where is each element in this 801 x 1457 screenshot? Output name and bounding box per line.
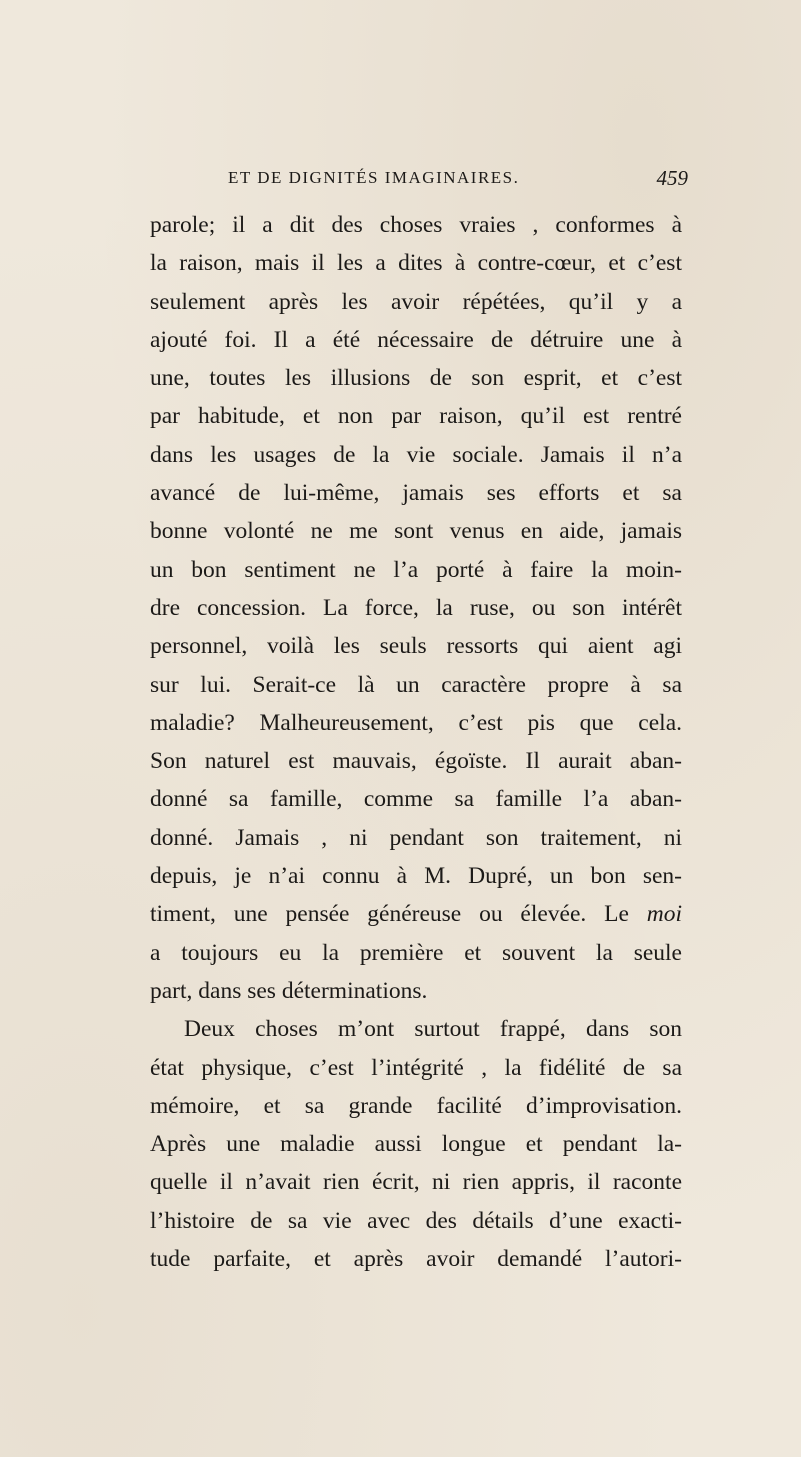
text-line: maladie? Malheureusement, c’est pis que cela. bbox=[150, 709, 682, 736]
text-line: a toujours eu la première et souvent la seule bbox=[150, 939, 682, 966]
running-title: ET DE DIGNITÉS IMAGINAIRES. bbox=[228, 168, 520, 187]
text-line: donné sa famille, comme sa famille l’a aban- bbox=[150, 786, 682, 813]
text-line: quelle il n’avait rien écrit, ni rien appris, il raconte bbox=[150, 1169, 682, 1196]
running-head bbox=[228, 168, 688, 196]
text-line-with-italic bbox=[150, 895, 682, 933]
text-line: l’histoire de sa vie avec des détails d’une exacti- bbox=[150, 1207, 682, 1234]
text-line: dre concession. La force, la ruse, ou son intérêt bbox=[150, 594, 682, 621]
text-line: seulement après les avoir répétées, qu’il y a bbox=[150, 288, 682, 315]
text-line: sur lui. Serait-ce là un caractère propre à sa bbox=[150, 671, 682, 698]
text-line: Après une maladie aussi longue et pendant la- bbox=[150, 1131, 682, 1158]
text-line: bonne volonté ne me sont venus en aide, jamais bbox=[150, 518, 682, 545]
text-line: mémoire, et sa grande facilité d’improvisation. bbox=[150, 1092, 682, 1119]
text-line: un bon sentiment ne l’a porté à faire la moin- bbox=[150, 556, 682, 583]
page-number: 459 bbox=[656, 166, 688, 190]
body-text bbox=[150, 206, 682, 1278]
text-line: dans les usages de la vie sociale. Jamais il n’a bbox=[150, 441, 682, 468]
text-line: par habitude, et non par raison, qu’il est rentré bbox=[150, 403, 682, 430]
text-line: depuis, je n’ai connu à M. Dupré, un bon sen- bbox=[150, 863, 682, 890]
text-line: une, toutes les illusions de son esprit, et c’est bbox=[150, 365, 682, 392]
text-line: parole; il a dit des choses vraies , conformes à bbox=[150, 212, 682, 238]
text-line: tude parfaite, et après avoir demandé l’autori- bbox=[150, 1246, 682, 1273]
text-line-part: timent, une pensée généreuse ou élevée. Le bbox=[150, 901, 629, 928]
text-line: Deux choses m’ont surtout frappé, dans son bbox=[184, 1016, 682, 1043]
text-line: Son naturel est mauvais, égoïste. Il aurait aban- bbox=[150, 748, 682, 775]
text-line: donné. Jamais , ni pendant son traitement, ni bbox=[150, 824, 682, 851]
text-line: part, dans ses déterminations. bbox=[150, 977, 428, 1004]
text-line: avancé de lui-même, jamais ses efforts et sa bbox=[150, 480, 682, 507]
italic-word: moi bbox=[646, 901, 682, 928]
text-line: la raison, mais il les a dites à contre-cœur, et c’est bbox=[150, 250, 682, 277]
text-line: ajouté foi. Il a été nécessaire de détruire une à bbox=[150, 326, 682, 353]
text-line: état physique, c’est l’intégrité , la fidélité de sa bbox=[150, 1054, 682, 1081]
text-line: personnel, voilà les seuls ressorts qui aient agi bbox=[150, 633, 682, 660]
